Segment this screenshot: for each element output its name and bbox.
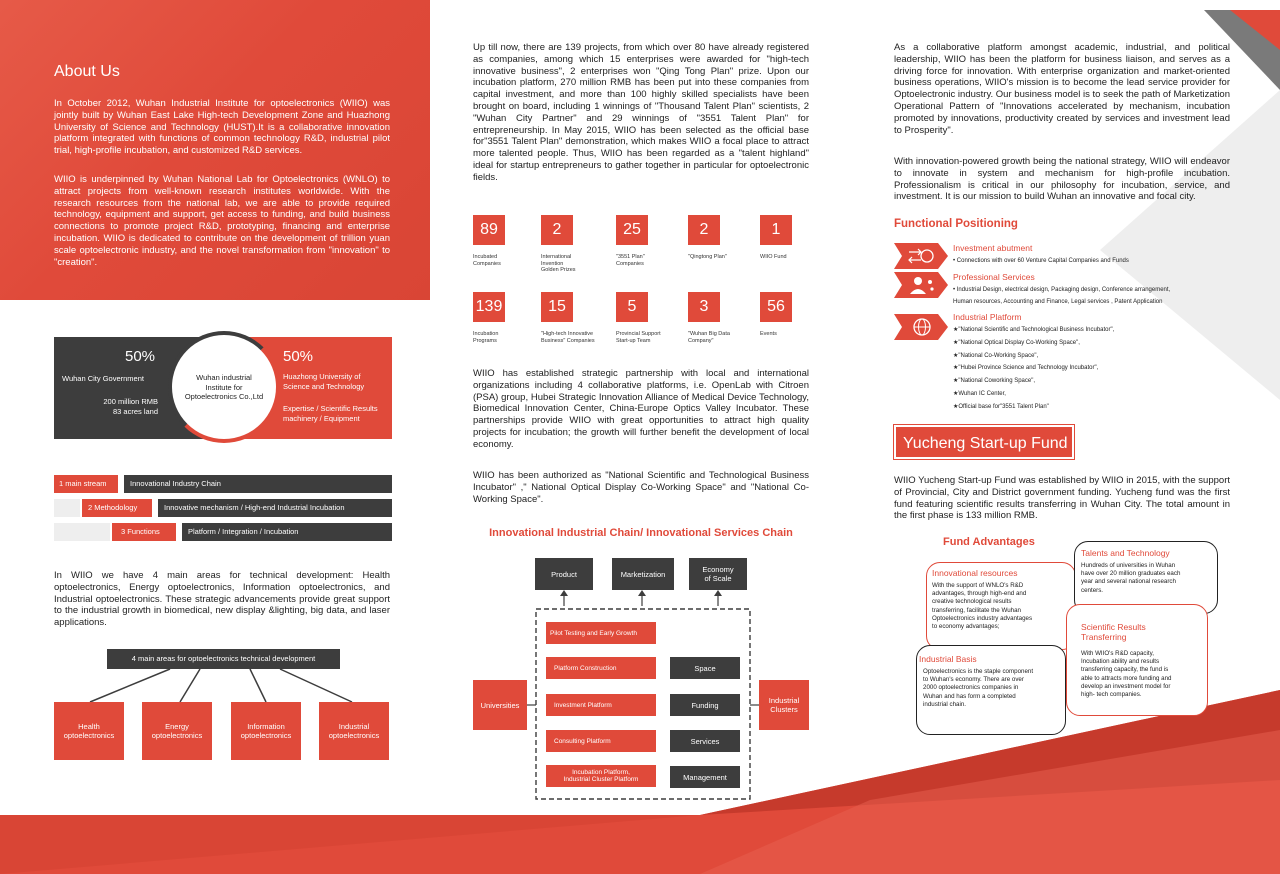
fund-title: Yucheng Start-up Fund — [894, 425, 1074, 459]
chain-industrial-clusters: Industrial Clusters — [759, 680, 809, 730]
stat-label: "Qingtong Plan" — [688, 254, 727, 260]
middle-paragraph-1: Up till now, there are 139 projects, from which over 80 have already registered as companies, among which 15 enterprises were awarded for "high-tech innovative business", 2 enterprises won "Qing Tong Plan" prize. Upon our incubation platform, 270 million RMB has been put into these companies from capital investment, and more than 100 highly skilled specialists have been brought on board, including 1 winnings of "Thousand Talent Plan" scientists, 2 "Wuhan City Partner" and 29 winnings of "3551 Talent Plan" for entrepreneurship. In May 2015, WIIO has been selected as the official base for"3551 Talent Plan" demonstration, which makes WIIO a focal place to attract more talented people. Thus, WIIO has been regarded as a "talent highland" ideal for startup entrepreneurs to gather together in particular for optoelectronic fields. — [473, 42, 809, 183]
advantage-title: Talents and Technology — [1081, 548, 1170, 558]
stream-label: 2 Methodology — [82, 499, 152, 517]
stat-number: 89 — [473, 215, 505, 245]
fp-title: Industrial Platform — [953, 312, 1022, 322]
advantage-title: Industrial Basis — [919, 654, 977, 664]
stat-label: "High-tech Innovative Business" Companies — [541, 331, 595, 344]
chain-service: Services — [670, 730, 740, 752]
chain-platform: Investment Platform — [546, 694, 656, 716]
area-box: Health optoelectronics — [54, 702, 124, 760]
advantage-title: Scientific Results Transferring — [1081, 622, 1146, 642]
stream-value: Platform / Integration / Incubation — [182, 523, 392, 541]
stream-label: 1 main stream — [54, 475, 118, 493]
middle-paragraph-2: WIIO has established strategic partnership with local and international organizations including 4 collaborative platforms, i.e. OpenLab with Citroen (PSA) group, Hubei Strategic Innovation Alliance of Medical Device Technology, Biomedical Innovation Center, China-Europe Optics Valley Incubator. These partnerships provide WIIO with great opportunities to attract high quality projects for incubation; the growth will further benefit the development of local economy. — [473, 368, 809, 450]
stat-label: International Invention Golden Prizes — [541, 254, 576, 273]
ownership-right-pct: 50% — [283, 348, 314, 365]
chain-platform: Consulting Platform — [546, 730, 656, 752]
ownership-left-name: Wuhan City Government — [62, 374, 144, 383]
chain-universities: Universities — [473, 680, 527, 730]
fp-lines: • Industrial Design, electrical design, Packaging design, Conference arrangement, Human resources, Accounting and Finance, Legal services , Patent Application — [953, 287, 1171, 305]
ownership-left-pct: 50% — [125, 348, 156, 365]
stream-label: 3 Functions — [112, 523, 176, 541]
areas-header: 4 main areas for optoelectronics technical development — [107, 649, 340, 669]
chain-platform: Pilot Testing and Early Growth — [546, 622, 656, 644]
stat-number: 2 — [688, 215, 720, 245]
chain-service: Management — [670, 766, 740, 788]
about-paragraph-1: In October 2012, Wuhan Industrial Institute for optoelectronics (WIIO) was jointly built by Wuhan East Lake High-tech Development Zone and Huazhong University of Science and Technology (HUST).It is a collaborative innovation platform integrated with functions of common technology R&D, industrial pilot trial, high-profile incubation, and customized R&D services. — [54, 98, 390, 157]
stat-number: 15 — [541, 292, 573, 322]
areas-intro: In WIIO we have 4 main areas for technical development: Health optoelectronics, Energy optoelectronics, Information optoelectronics, and Industrial optoelectronics. These strategic advancements provide great support to the industrial growth in biomedical, new display &lighting, big data, and laser applications. — [54, 570, 390, 629]
fp-lines: • Connections with over 60 Venture Capital Companies and Funds — [953, 258, 1129, 264]
advantage-body: Optoelectronics is the staple component to Wuhan's economy. There are over 2000 optoelectronics companies in Wuhan and has form a completed industrial chain. — [923, 668, 1034, 708]
about-title: About Us — [54, 63, 120, 80]
middle-paragraph-3: WIIO has been authorized as "National Scientific and Technological Business Incubator" ," National Optical Display Co-Working Space" and "National Co-Working Space". — [473, 470, 809, 505]
chain-service: Funding — [670, 694, 740, 716]
about-paragraph-2: WIIO is underpinned by Wuhan National Lab for Optoelectronics (WNLO) to attract projects from well-known research institutes worldwide. With the research resources from the national lab, we are able to provide required technology, equipment and support, get access to funding, and build business connections to promote project R&D, prototyping, financing and enterprise incubation. WIIO is dedicated to contribute on the development of trillion yuan scale optoelectronic industry, and the novel transformation from "innovation" to "creation". — [54, 174, 390, 268]
chain-top-box: Economy of Scale — [689, 558, 747, 590]
stat-number: 3 — [688, 292, 720, 322]
advantage-body: Hundreds of universities in Wuhan have over 20 million graduates each year and several national research centers. — [1081, 562, 1181, 594]
globe-icon — [894, 314, 948, 340]
right-paragraph-2: With innovation-powered growth being the national strategy, WIIO will endeavor to innovate in system and mechanism for high-profile incubation. Professionalism is critical in our philosophy for incubation, service, and investment. It is our mission to build Wuhan an innovative and focal city. — [894, 156, 1230, 203]
fp-title: Investment abutment — [953, 243, 1033, 253]
ownership-center-label: Wuhan industrial Institute for Optoelectronics Co.,Ltd — [184, 373, 264, 401]
chain-top-box: Marketization — [612, 558, 674, 590]
fund-advantages-title: Fund Advantages — [943, 536, 1035, 548]
stat-label: "Wuhan Big Data Company" — [688, 331, 730, 344]
ownership-left-detail: 200 million RMB 83 acres land — [103, 397, 158, 416]
money-arrow-icon — [894, 243, 948, 269]
stat-number: 25 — [616, 215, 648, 245]
fp-title: Professional Services — [953, 272, 1035, 282]
functional-positioning-title: Functional Positioning — [894, 218, 1018, 230]
area-box: Information optoelectronics — [231, 702, 301, 760]
fund-text: WIIO Yucheng Start-up Fund was established by WIIO in 2015, with the support of Provincial, City and District government funding. Yucheng fund was the first fund featuring scientific results transferring in Wuhan City. The total amount in the first phase is 133 million RMB. — [894, 475, 1230, 522]
chain-service: Space — [670, 657, 740, 679]
chain-title: Innovational Industrial Chain/ Innovational Services Chain — [489, 527, 793, 539]
ownership-right-name: Huazhong University of Science and Technology — [283, 372, 365, 391]
chain-top-box: Product — [535, 558, 593, 590]
stat-label: "3551 Plan" Companies — [616, 254, 645, 267]
user-star-icon — [894, 272, 948, 298]
advantage-body: With WIIO's R&D capacity, Incubation ability and results transferring capacity, the fund is able to attracts more funding and develop an investment model for high- tech companies. — [1081, 650, 1172, 699]
area-box: Energy optoelectronics — [142, 702, 212, 760]
stat-number: 56 — [760, 292, 792, 322]
stat-label: Provincial Support Start-up Team — [616, 331, 661, 344]
stream-value: Innovative mechanism / High-end Industrial Incubation — [158, 499, 392, 517]
stat-number: 2 — [541, 215, 573, 245]
advantage-title: Innovational resources — [932, 568, 1018, 578]
area-box: Industrial optoelectronics — [319, 702, 389, 760]
advantage-body: With the support of WNLO's R&D advantages, through high-end and creative technological results transferring, facilitate the Wuhan Optoelectronics industry advantages to economy advantages; — [932, 582, 1033, 631]
stat-label: Incubated Companies — [473, 254, 501, 267]
stream-value: Innovational Industry Chain — [124, 475, 392, 493]
fp-lines: ★"National Scientific and Technological Business Incubator", ★"National Optical Display Co-Working Space", ★"National Co-Working Space", ★"Hubei Province Science and Technology Incubator", ★"National Coworking Space", ★Wuhan IC Center, ★Official base for"3551 Talent Plan" — [953, 327, 1115, 410]
stat-label: Incubation Programs — [473, 331, 499, 344]
stat-number: 5 — [616, 292, 648, 322]
stat-number: 139 — [473, 292, 505, 322]
stat-number: 1 — [760, 215, 792, 245]
chain-platform: Platform Construction — [546, 657, 656, 679]
chain-platform: Incubation Platform, Industrial Cluster Platform — [546, 765, 656, 787]
stat-label: Events — [760, 331, 777, 337]
ownership-right-detail: Expertise / Scientific Results machinery / Equipment — [283, 404, 378, 423]
right-paragraph-1: As a collaborative platform amongst academic, industrial, and political leadership, WIIO has been the platform for business liaison, and serves as a driving force for innovation. With enterprise organization and market-oriented business operations, WIIO's mission is to become the lead service provider for Optoelectronic industry. Our business model is to seek the path of Marketization Operational Pattern of "Innovations accelerated by mechanism, incubation promoted by innovations, productivity created by services and investment lead to Prosperity". — [894, 42, 1230, 136]
stat-label: WIIO Fund — [760, 254, 787, 260]
